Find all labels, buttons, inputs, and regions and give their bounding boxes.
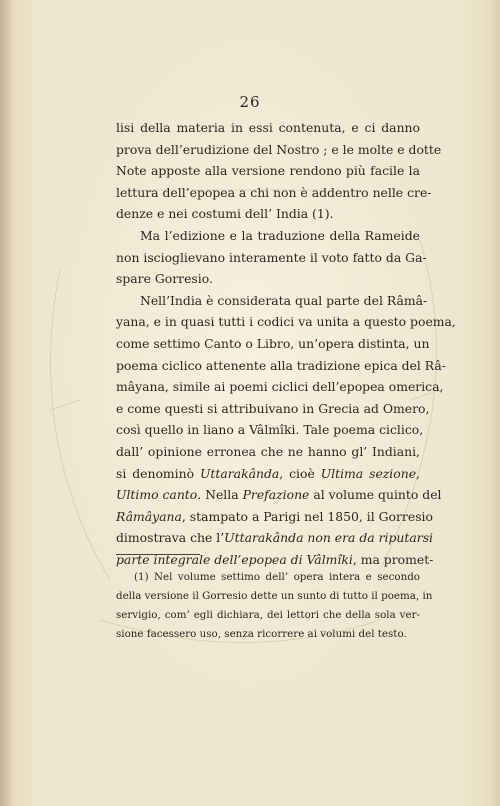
text-line-16: dall’ opinione erronea che ne hanno gl’ Indiani, [116, 443, 420, 459]
footnote [116, 568, 433, 644]
text-line-15: così quello in liano a Vâlmîki. Tale poema ciclico, [116, 422, 424, 438]
page-edge-shadow [0, 0, 14, 806]
text-line-14: e come questi si attribuivano in Grecia ad Omero, [116, 400, 430, 416]
footnote-line-2: della versione il Gorresio dette un sunto di tutto il poema, in [116, 590, 433, 602]
italic-term: Uttarakânda non era da riputarsi [224, 530, 434, 546]
body-text [116, 117, 456, 570]
text-line-7: non iscioglievano interamente il voto fatto da Ga- [116, 249, 427, 265]
text-line-2: prova dell’erudizione del Nostro ; e le molte e dotte [116, 141, 442, 157]
text-line-13: mâyana, simile ai poemi ciclici dell’epopea omerica, [116, 379, 444, 395]
italic-term: Ultima sezione [320, 465, 417, 481]
text-line-20 [116, 527, 434, 549]
italic-term: Uttarakânda [199, 465, 280, 481]
text-segment: . Nella [197, 487, 243, 503]
text-segment: , cioè [279, 465, 321, 481]
text-segment: si denominò [116, 465, 200, 481]
text-line-5: denze e nei costumi dell’ India (1). [116, 206, 334, 222]
footnote-rule [116, 554, 200, 555]
text-line-8: spare Gorresio. [116, 271, 213, 287]
footnote-line-3: servigio, com’ egli dichiara, dei lettori che della sola ver- [116, 609, 420, 621]
text-line-11: come settimo Canto o Libro, un’opera distinta, un [116, 335, 430, 351]
footnote-line-4: sione facessero uso, senza ricorrere ai volumi del testo. [116, 628, 407, 640]
text-line-3: Note apposte alla versione rendono più facile la [116, 163, 420, 179]
text-line-10: yana, e in quasi tutti i codici va unita a questo poema, [116, 314, 456, 330]
italic-term: Prefazione [242, 487, 310, 503]
text-line-4: lettura dell’epopea a chi non è addentro nelle cre- [116, 184, 432, 200]
italic-term: parte integrale dell’epopea di Vâlmîki [116, 551, 353, 567]
text-line-17 [116, 463, 420, 485]
page-number: 26 [239, 93, 261, 111]
text-line-9: Nell’India è considerata qual parte del Râmâ- [140, 292, 428, 308]
italic-term: Râmâyana [116, 508, 182, 524]
text-segment: , stampato a Parigi nel 1850, il Gorresio [181, 508, 433, 524]
text-line-6: Ma l’edizione e la traduzione della Rameide [140, 227, 420, 243]
text-segment: , [416, 465, 420, 481]
text-segment: dimostrava che l’ [116, 530, 225, 546]
text-line-12: poema ciclico attenente alla tradizione epica del Râ- [116, 357, 446, 373]
text-segment: al volume quinto del [309, 487, 442, 503]
text-line-1: lisi della materia in essi contenuta, e ci danno [116, 120, 420, 135]
text-line-19 [116, 506, 433, 528]
footnote-line-1: (1) Nel volume settimo dell’ opera intera e secondo [134, 571, 420, 583]
text-segment: , ma promet- [352, 551, 434, 567]
italic-term: Ultimo canto [116, 487, 198, 503]
text-line-18 [116, 484, 442, 506]
